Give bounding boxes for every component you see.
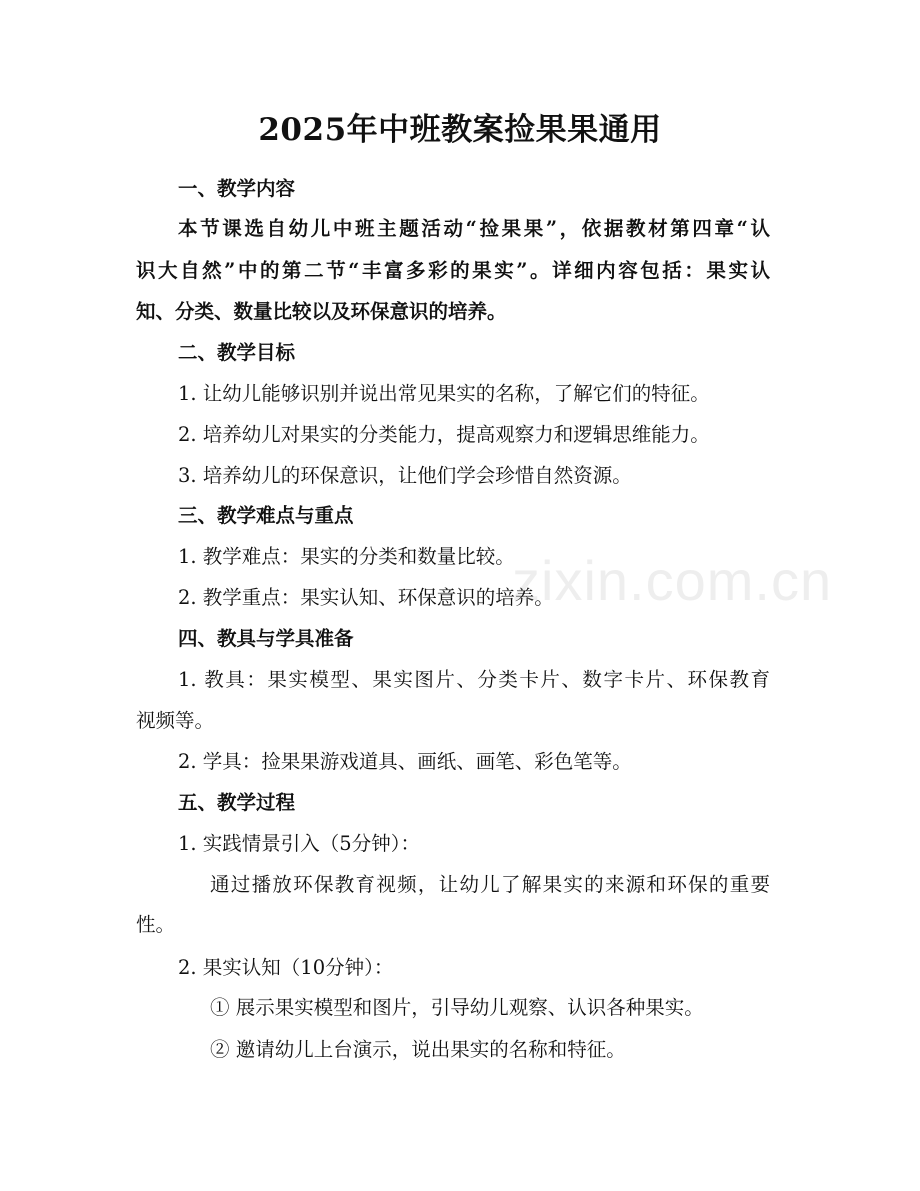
- watermark-text: zixin.com.cn: [512, 549, 833, 612]
- section-heading-content: 一、教学内容: [178, 177, 296, 200]
- list-item: 2. 学具：捡果果游戏道具、画纸、画笔、彩色笔等。: [178, 750, 632, 773]
- list-item: 1. 教具：果实模型、果实图片、分类卡片、数字卡片、环保教育: [178, 668, 770, 691]
- list-item: 2. 教学重点：果实认知、环保意识的培养。: [178, 586, 554, 609]
- list-item-continuation: 视频等。: [136, 709, 215, 732]
- page-title: 2025年中班教案捡果果通用: [258, 112, 662, 148]
- content-paragraph-line: 本节课选自幼儿中班主题活动“捡果果”，依据教材第四章“认: [178, 217, 770, 240]
- section-heading-materials: 四、教具与学具准备: [178, 627, 354, 650]
- step-sub-item: ① 展示果实模型和图片，引导幼儿观察、认识各种果实。: [210, 996, 704, 1019]
- step-heading: 1. 实践情景引入（5分钟）：: [178, 832, 420, 855]
- list-item: 2. 培养幼儿对果实的分类能力，提高观察力和逻辑思维能力。: [178, 423, 710, 446]
- section-heading-process: 五、教学过程: [178, 791, 296, 814]
- list-item: 1. 让幼儿能够识别并说出常见果实的名称，了解它们的特征。: [178, 382, 710, 405]
- content-paragraph-line: 识大自然”中的第二节“丰富多彩的果实”。详细内容包括：果实认: [136, 259, 770, 282]
- content-paragraph-line: 知、分类、数量比较以及环保意识的培养。: [136, 300, 507, 323]
- step-sub-item: ② 邀请幼儿上台演示，说出果实的名称和特征。: [210, 1038, 626, 1061]
- step-paragraph-line: 通过播放环保教育视频，让幼儿了解果实的来源和环保的重要: [210, 873, 770, 896]
- step-heading: 2. 果实认知（10分钟）：: [178, 956, 394, 979]
- section-heading-objectives: 二、教学目标: [178, 341, 296, 364]
- step-paragraph-line: 性。: [136, 913, 176, 936]
- list-item: 1. 教学难点：果实的分类和数量比较。: [178, 545, 515, 568]
- section-heading-key-points: 三、教学难点与重点: [178, 504, 354, 527]
- list-item: 3. 培养幼儿的环保意识，让他们学会珍惜自然资源。: [178, 464, 632, 487]
